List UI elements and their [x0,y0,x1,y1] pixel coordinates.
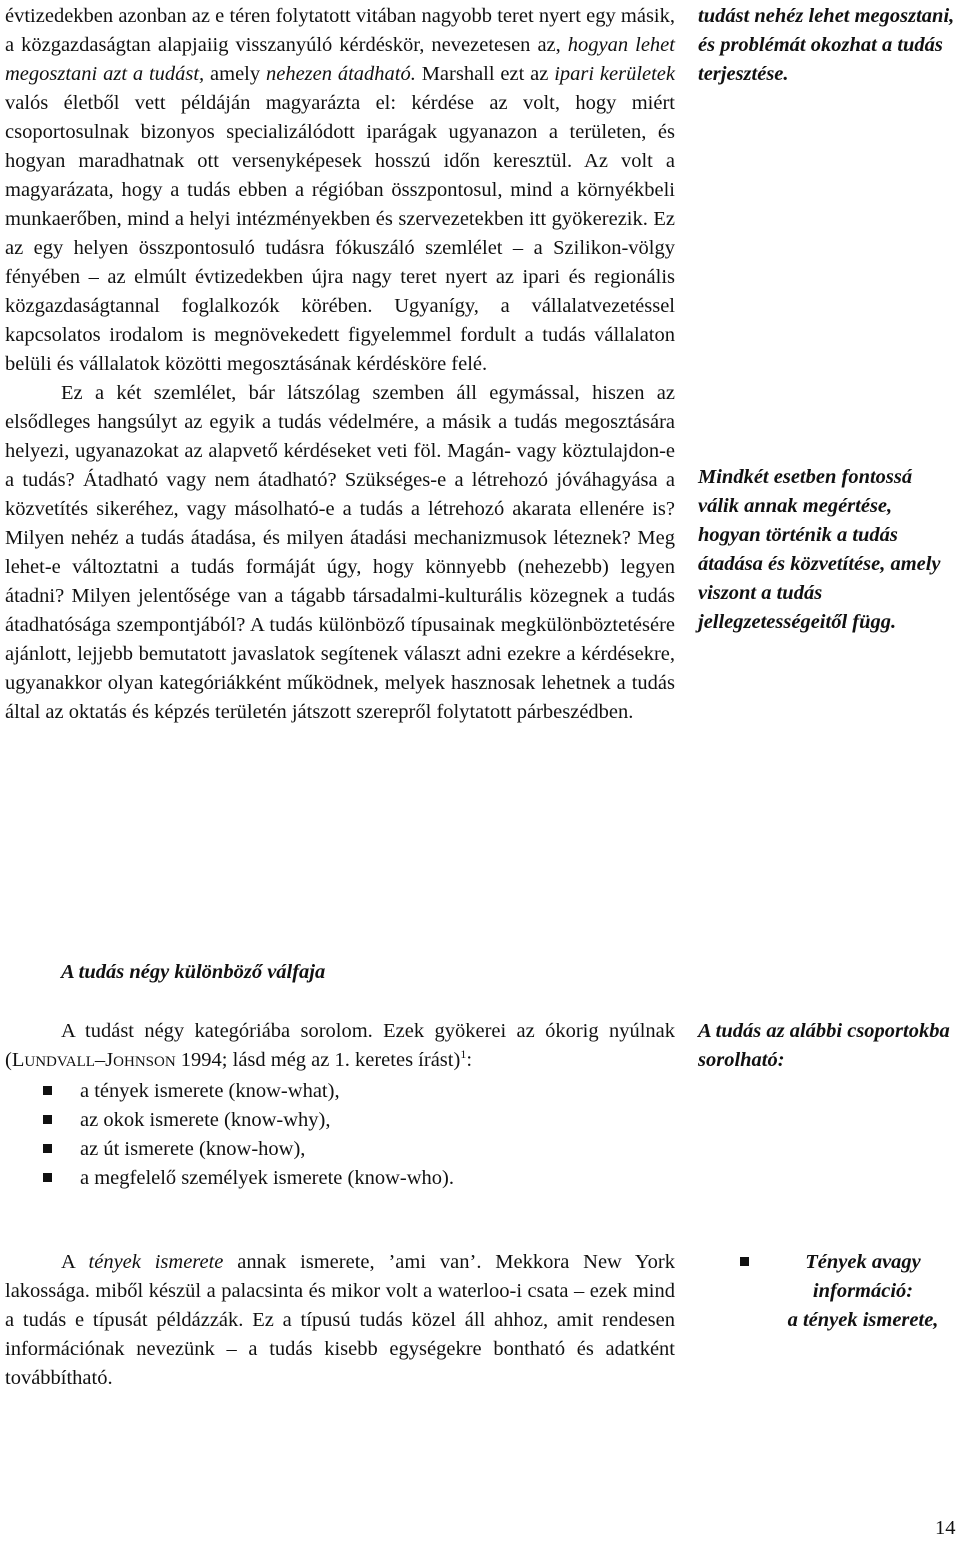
list-item-text: az út ismerete (know-how), [80,1138,306,1160]
margin-note-4 [766,1248,960,1335]
main-column-bottom [5,1248,675,1393]
p3-author-2-rest: OHNSON [113,1054,176,1070]
margin-note-4-line-2: információ: [812,1280,914,1302]
list-item [5,1077,675,1106]
knowledge-types-list [5,1077,675,1193]
footnote-ref: 1 [460,1047,467,1062]
p4-text-a: A [61,1251,89,1273]
p3-author-1-initial: L [11,1049,25,1071]
square-bullet-icon [43,1144,52,1153]
list-item-text: az okok ismerete (know-why), [80,1109,331,1131]
p3-author-1-rest: UNDVALL [24,1054,95,1070]
main-column-top [5,2,675,727]
section-heading: A tudás négy különböző válfaja [61,961,326,983]
p1-italic-b: nehezen átadható. [265,63,416,85]
list-item-text: a tények ismerete (know-what), [80,1080,340,1102]
list-item [5,1106,675,1135]
list-item [5,1135,675,1164]
p3-text-b: 1994; lásd még az 1. keretes írást) [175,1049,461,1071]
paragraph-3 [5,1017,675,1077]
main-column-middle [5,1017,675,1193]
list-item-text: a megfelelő személyek ismerete (know-who). [80,1167,454,1189]
margin-note-2: Mindkét esetben fontossá válik annak megértése, hogyan történik a tudás átadása és közvetítése, amely viszont a tudás jellegzetességeitől függ. [698,466,941,633]
list-item [5,1164,675,1193]
p4-text-b: annak ismerete, ’ami van’. Mekkora New York lakossága. miből készül a palacsinta és mikor volt a waterloo-i csata – ezek mind a tudás e típusát példázzák. Ez a típusú tudás közel áll ahhoz, amit rendesen információnak nevezünk – a tudás kisebb egységekre bontható és adatként továbbítható. [5,1251,676,1389]
margin-note-1: tudást nehéz lehet megosztani, és problémát okozhat a tudás terjesztése. [698,5,955,85]
p3-author-2-initial: J [105,1049,114,1071]
margin-note-3: A tudás az alábbi csoportokba sorolható: [698,1020,950,1071]
p3-text-a: A tudást négy kategóriába sorolom. Ezek gyökerei az ókorig nyúlnak ( [5,1020,675,1071]
square-bullet-icon [43,1115,52,1124]
p3-author-dash: – [94,1049,106,1071]
page-number: 14 [935,1517,956,1539]
p4-italic-a: tények ismerete [88,1251,224,1273]
square-bullet-icon [43,1086,52,1095]
square-bullet-icon [740,1257,749,1266]
margin-note-4-line-3: a tények ismerete, [787,1309,939,1331]
p1-text-a: évtizedekben azonban az e téren folytatott vitában nagyobb teret nyert egy másik, a közgazdaságtan alapjaiig visszanyúló kérdéskör, nevezetesen az, [5,5,675,56]
p1-text-b: amely [210,63,266,85]
square-bullet-icon [43,1173,52,1182]
p3-text-c: : [466,1049,473,1071]
p1-italic-a: hogyan lehet megosztani azt a tudást, [5,34,675,85]
paragraph-4 [5,1248,675,1393]
p1-text-c: Marshall ezt az [415,63,555,85]
paragraph-2: Ez a két szemlélet, bár látszólag szemben áll egymással, hiszen az elsődleges hangsúlyt az egyik a tudás védelmére, a másik a tudás megosztására helyezi, ugyanazokat az alapvető kérdéseket veti föl. Magán- vagy köztulajdon-e a tudás? Átadható vagy nem átadható? Szükséges-e a létrehozó jóváhagyása a közvetítés sikeréhez, vagy másolható-e a tudás a létrehozó akarata ellenére is? Milyen nehéz a tudás átadása, és milyen átadási mechanizmusok léteznek? Meg lehet-e változtatni a tudás formáját úgy, hogy könnyebb (nehezebb) legyen átadni? Milyen jelentősége van a tágabb társadalmi-kulturális közegnek a tudás átadhatósága szempontjából? A tudás különböző típusainak megkülönböztetésére ajánlott, lejjebb bemutatott javaslatok segítenek választ adni ezekre a kérdésekre, ugyanakkor olyan kategóriákként működnek, melyek hasznosak lehetnek a tudás által az oktatás és képzés területén játszott szerepről folytatott párbeszédben. [5,382,675,723]
p1-text-d: valós életből vett példáján magyarázta el: kérdése az volt, hogy miért csoportosulnak bizonyos specializálódott iparágak ugyanazon a területen, és hogyan maradhatnak ott versenyképesek hosszú időn keresztül. Az volt a magyarázata, hogy a tudás ebben a régióban összpontosul, mind a környékbeli munkaerőben, mind a helyi intézményekben és szervezetekben itt gyökerezik. Ez az egy helyen összpontosuló tudásra fókuszáló szemlélet – a Szilikon-völgy fényében – az elmúlt évtizedekben újra nagy teret nyert az ipari és regionális közgazdaságtannal foglalkozók körében. Ugyanígy, a vállalatvezetéssel kapcsolatos irodalom is megnövekedett figyelemmel fordult a tudás vállalaton belüli és vállalatok közötti megosztásának kérdésköre felé. [5,92,675,375]
paragraph-1 [5,2,675,379]
p1-italic-c: ipari kerületek [554,63,676,85]
margin-note-4-line-1: Tények avagy [805,1251,921,1273]
